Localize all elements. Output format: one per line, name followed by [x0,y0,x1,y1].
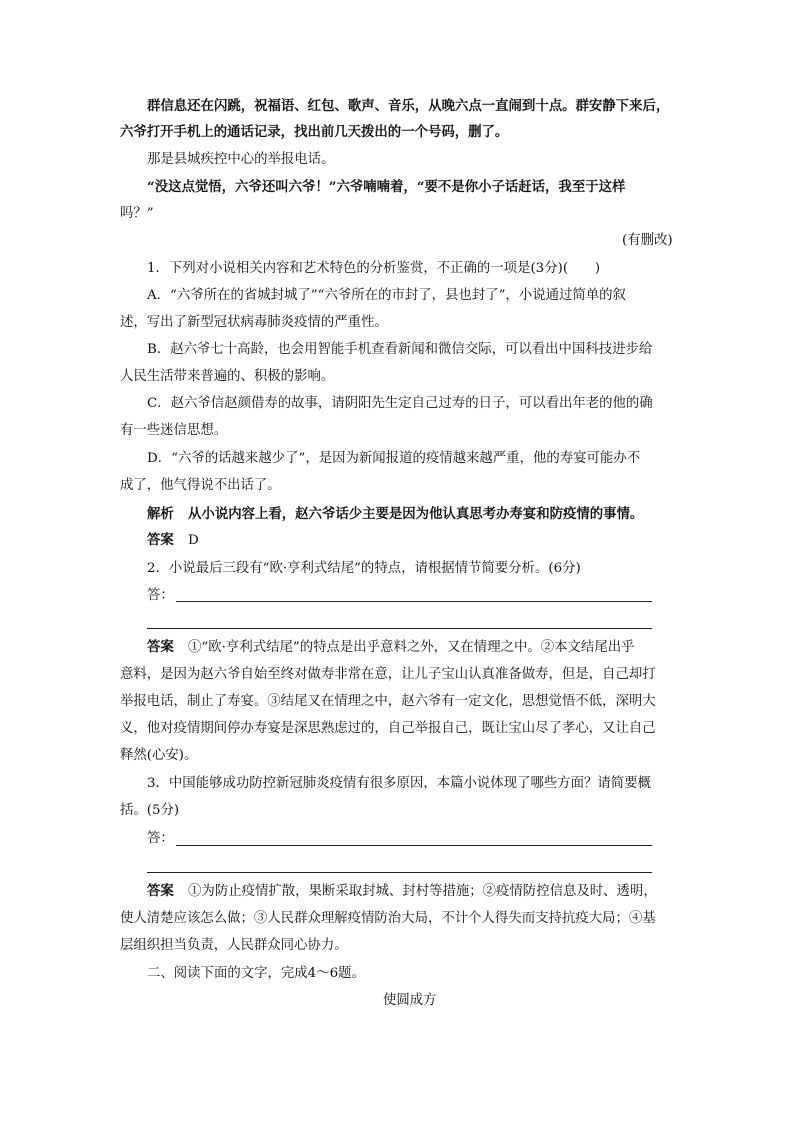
answer-prompt: 答： [147,588,174,603]
section-heading: 二、阅读下面的文字，完成4～6题。 [147,966,365,981]
answer-2-cont: 义，他对疫情期间停办寿宴是深思熟虑过的，自己举报自己，既让宝山尽了孝心，又让自己 [120,721,656,736]
option-c: C．赵六爷信赵颜借寿的故事，请阴阳先生定自己过寿的日子，可以看出年老的他的确 [147,396,653,411]
question-2: 2．小说最后三段有“欧·亨利式结尾”的特点，请根据情节简要分析。(6分) [147,561,581,576]
story-line: “没这点觉悟，六爷还叫六爷！”六爷喃喃着，“要不是你小子话赶话，我至于这样 [147,179,626,195]
answer-2-cont: 意料，是因为赵六爷自始至终对做寿非常在意，让儿子宝山认真准备做寿，但是，自己却打 [120,667,656,682]
option-b-cont: 人民生活带来普遍的、积极的影响。 [120,369,335,384]
story-title: 使圆成方 [383,993,437,1008]
option-b: B．赵六爷七十高龄，也会用智能手机查看新闻和微信交际，可以看出中国科技进步给 [147,342,653,357]
answer-2-cont: 举报电话，制止了寿宴。③结尾又在情理之中，赵六爷有一定文化，思想觉悟不低，深明大 [120,694,656,709]
answer-3-cont: 使人清楚应该怎么做；③人民群众理解疫情防治大局，不计个人得失而支持抗疫大局；④基 [120,911,656,926]
source-note: (有删改) [622,233,673,248]
answer-text: ①为防止疫情扩散，果断采取封城、封村等措施；②疫情防控信息及时、透明， [188,884,657,899]
answer-text: D [188,533,199,548]
question-1: 1．下列对小说相关内容和艺术特色的分析鉴赏，不正确的一项是(3分)( ) [147,261,601,276]
analysis-line [147,506,643,523]
answer-label: 答案 [147,640,174,655]
option-d: D．“六爷的话越来越少了”，是因为新闻报道的疫情越来越严重，他的寿宴可能办不 [147,451,641,466]
option-d-cont: 成了，他气得说不出话了。 [120,478,281,493]
analysis-label: 解析 [147,507,174,522]
story-line: 群信息还在闪跳，祝福语、红包、歌声、音乐，从晚六点一直闹到十点。群安静下来后， [147,98,670,114]
answer-2-cont: 释然(心安)。 [120,748,198,763]
answer-2-line [147,640,635,656]
answer-text: ①“欧·亨利式结尾”的特点是出乎意料之外，又在情理之中。②本文结尾出乎 [188,640,635,655]
answer-prompt: 答： [147,831,174,846]
answer-blank-line [176,601,652,602]
story-line: 六爷打开手机上的通话记录，找出前几天拨出的一个号码，删了。 [120,124,509,140]
answer-line [147,533,199,549]
story-line: 吗？” [120,206,154,221]
answer-blank-line [147,628,652,629]
analysis-text: 从小说内容上看，赵六爷话少主要是因为他认真思考办寿宴和防疫情的事情。 [188,506,644,522]
question-3: 3．中国能够成功防控新冠肺炎疫情有很多原因，本篇小说体现了哪些方面？请简要概 [147,776,651,791]
answer-3-cont: 层组织担当负责，人民群众同心协力。 [120,938,348,953]
answer-blank-line [176,845,652,846]
question-3-cont: 括。(5分) [120,803,180,818]
answer-label: 答案 [147,533,174,548]
option-a: A．“六爷所在的省城封城了”“六爷所在的市封了，县也封了”，小说通过简单的叙 [147,288,626,303]
option-c-cont: 有一些迷信思想。 [120,423,228,438]
story-line: 那是县城疾控中心的举报电话。 [147,152,335,167]
option-a-cont: 述，写出了新型冠状病毒肺炎疫情的严重性。 [120,315,388,330]
answer-3-line [147,884,657,900]
answer-label: 答案 [147,884,174,899]
answer-blank-line [147,872,652,873]
